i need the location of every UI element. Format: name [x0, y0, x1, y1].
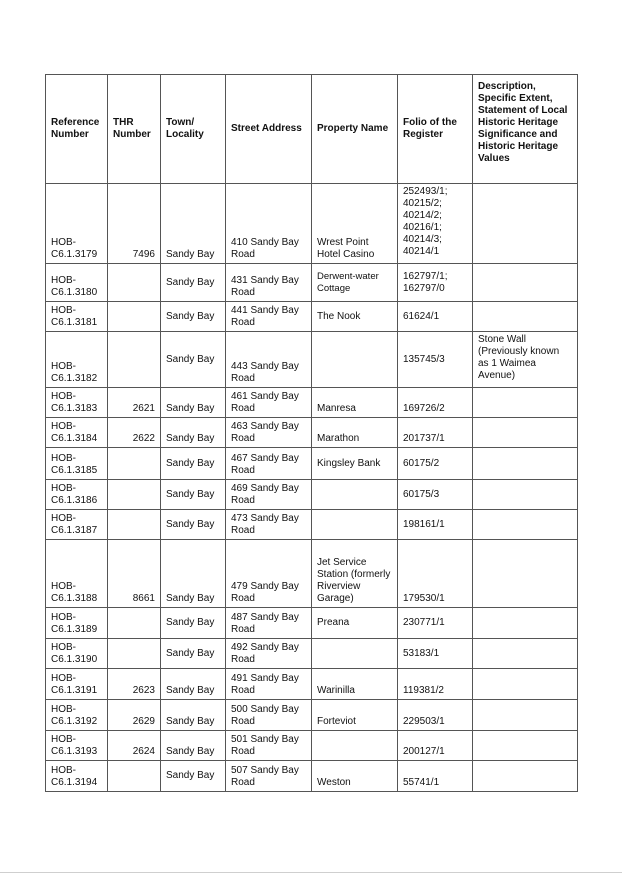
street-address-cell: 500 Sandy Bay Road — [226, 700, 312, 731]
town-locality-cell: Sandy Bay — [161, 418, 226, 448]
reference-number-cell: HOB-C6.1.3194 — [46, 761, 108, 792]
table-row — [46, 731, 578, 761]
thr-number-cell — [108, 510, 161, 540]
property-name-cell: Marathon — [312, 418, 398, 448]
street-address-cell: 501 Sandy Bay Road — [226, 731, 312, 761]
thr-number-cell — [108, 761, 161, 792]
thr-number-cell: 2621 — [108, 388, 161, 418]
table-row — [46, 388, 578, 418]
town-locality-cell: Sandy Bay — [161, 700, 226, 731]
town-locality-cell: Sandy Bay — [161, 608, 226, 639]
table-header-row — [46, 75, 578, 184]
description-cell — [473, 731, 578, 761]
reference-number-cell: HOB-C6.1.3190 — [46, 639, 108, 669]
description-cell — [473, 448, 578, 480]
property-name-cell: Forteviot — [312, 700, 398, 731]
header-street-address: Street Address — [226, 75, 312, 184]
property-name-cell: Preana — [312, 608, 398, 639]
description-cell — [473, 540, 578, 608]
folio-cell: 60175/3 — [398, 480, 473, 510]
thr-number-cell: 2624 — [108, 731, 161, 761]
description-cell — [473, 510, 578, 540]
property-name-cell: Jet Service Station (formerly Riverview Garage) — [312, 540, 398, 608]
property-name-cell — [312, 510, 398, 540]
description-cell — [473, 480, 578, 510]
street-address-cell: 461 Sandy Bay Road — [226, 388, 312, 418]
folio-cell: 55741/1 — [398, 761, 473, 792]
header-folio: Folio of the Register — [398, 75, 473, 184]
town-locality-cell: Sandy Bay — [161, 264, 226, 302]
folio-cell: 53183/1 — [398, 639, 473, 669]
table-row — [46, 418, 578, 448]
folio-cell: 252493/1; 40215/2; 40214/2; 40216/1; 40214/3; 40214/1 — [398, 184, 473, 264]
folio-cell: 201737/1 — [398, 418, 473, 448]
property-name-cell: Weston — [312, 761, 398, 792]
folio-cell: 200127/1 — [398, 731, 473, 761]
description-cell — [473, 639, 578, 669]
description-cell — [473, 302, 578, 332]
table-row — [46, 448, 578, 480]
street-address-cell: 507 Sandy Bay Road — [226, 761, 312, 792]
thr-number-cell: 2622 — [108, 418, 161, 448]
description-cell — [473, 700, 578, 731]
description-cell — [473, 761, 578, 792]
town-locality-cell: Sandy Bay — [161, 302, 226, 332]
header-property-name: Property Name — [312, 75, 398, 184]
table-row — [46, 264, 578, 302]
reference-number-cell: HOB-C6.1.3180 — [46, 264, 108, 302]
town-locality-cell: Sandy Bay — [161, 669, 226, 700]
reference-number-cell: HOB-C6.1.3186 — [46, 480, 108, 510]
folio-cell: 60175/2 — [398, 448, 473, 480]
thr-number-cell: 2629 — [108, 700, 161, 731]
property-name-cell: Manresa — [312, 388, 398, 418]
property-name-cell: Kingsley Bank — [312, 448, 398, 480]
property-name-cell — [312, 639, 398, 669]
folio-cell: 229503/1 — [398, 700, 473, 731]
folio-cell: 198161/1 — [398, 510, 473, 540]
table-row — [46, 480, 578, 510]
table-row — [46, 540, 578, 608]
street-address-cell: 487 Sandy Bay Road — [226, 608, 312, 639]
reference-number-cell: HOB-C6.1.3188 — [46, 540, 108, 608]
description-cell — [473, 264, 578, 302]
table-row — [46, 302, 578, 332]
property-name-cell: The Nook — [312, 302, 398, 332]
table-row — [46, 639, 578, 669]
property-name-cell: Warinilla — [312, 669, 398, 700]
reference-number-cell: HOB-C6.1.3193 — [46, 731, 108, 761]
thr-number-cell — [108, 448, 161, 480]
folio-cell: 119381/2 — [398, 669, 473, 700]
header-reference-number: Reference Number — [46, 75, 108, 184]
thr-number-cell — [108, 639, 161, 669]
street-address-cell: 410 Sandy Bay Road — [226, 184, 312, 264]
thr-number-cell — [108, 480, 161, 510]
town-locality-cell: Sandy Bay — [161, 510, 226, 540]
town-locality-cell: Sandy Bay — [161, 761, 226, 792]
table-row — [46, 332, 578, 388]
thr-number-cell — [108, 302, 161, 332]
description-cell — [473, 184, 578, 264]
page-bottom-edge — [0, 872, 622, 873]
town-locality-cell: Sandy Bay — [161, 388, 226, 418]
street-address-cell: 467 Sandy Bay Road — [226, 448, 312, 480]
description-cell — [473, 418, 578, 448]
town-locality-cell: Sandy Bay — [161, 480, 226, 510]
town-locality-cell: Sandy Bay — [161, 639, 226, 669]
folio-cell: 162797/1; 162797/0 — [398, 264, 473, 302]
description-cell — [473, 608, 578, 639]
town-locality-cell: Sandy Bay — [161, 332, 226, 388]
header-thr-number: THR Number — [108, 75, 161, 184]
folio-cell: 135745/3 — [398, 332, 473, 388]
heritage-register-table — [45, 74, 578, 792]
reference-number-cell: HOB-C6.1.3192 — [46, 700, 108, 731]
description-cell: Stone Wall (Previously known as 1 Waimea Avenue) — [473, 332, 578, 388]
reference-number-cell: HOB-C6.1.3184 — [46, 418, 108, 448]
table-row — [46, 510, 578, 540]
thr-number-cell: 7496 — [108, 184, 161, 264]
street-address-cell: 479 Sandy Bay Road — [226, 540, 312, 608]
town-locality-cell: Sandy Bay — [161, 731, 226, 761]
header-town-locality: Town/ Locality — [161, 75, 226, 184]
reference-number-cell: HOB-C6.1.3191 — [46, 669, 108, 700]
header-description: Description, Specific Extent, Statement of Local Historic Heritage Significance and Historic Heritage Values — [473, 75, 578, 184]
folio-cell: 61624/1 — [398, 302, 473, 332]
street-address-cell: 463 Sandy Bay Road — [226, 418, 312, 448]
description-cell — [473, 669, 578, 700]
folio-cell: 179530/1 — [398, 540, 473, 608]
table-row — [46, 184, 578, 264]
property-name-cell — [312, 332, 398, 388]
reference-number-cell: HOB-C6.1.3181 — [46, 302, 108, 332]
reference-number-cell: HOB-C6.1.3179 — [46, 184, 108, 264]
property-name-cell: Derwent-water Cottage — [312, 264, 398, 302]
thr-number-cell: 2623 — [108, 669, 161, 700]
folio-cell: 230771/1 — [398, 608, 473, 639]
street-address-cell: 441 Sandy Bay Road — [226, 302, 312, 332]
table-row — [46, 700, 578, 731]
reference-number-cell: HOB-C6.1.3183 — [46, 388, 108, 418]
town-locality-cell: Sandy Bay — [161, 540, 226, 608]
thr-number-cell: 8661 — [108, 540, 161, 608]
town-locality-cell: Sandy Bay — [161, 184, 226, 264]
reference-number-cell: HOB-C6.1.3185 — [46, 448, 108, 480]
table-row — [46, 608, 578, 639]
folio-cell: 169726/2 — [398, 388, 473, 418]
thr-number-cell — [108, 264, 161, 302]
town-locality-cell: Sandy Bay — [161, 448, 226, 480]
street-address-cell: 473 Sandy Bay Road — [226, 510, 312, 540]
street-address-cell: 431 Sandy Bay Road — [226, 264, 312, 302]
reference-number-cell: HOB-C6.1.3182 — [46, 332, 108, 388]
street-address-cell: 469 Sandy Bay Road — [226, 480, 312, 510]
property-name-cell — [312, 480, 398, 510]
street-address-cell: 491 Sandy Bay Road — [226, 669, 312, 700]
reference-number-cell: HOB-C6.1.3187 — [46, 510, 108, 540]
thr-number-cell — [108, 332, 161, 388]
description-cell — [473, 388, 578, 418]
property-name-cell — [312, 731, 398, 761]
property-name-cell: Wrest Point Hotel Casino — [312, 184, 398, 264]
street-address-cell: 492 Sandy Bay Road — [226, 639, 312, 669]
reference-number-cell: HOB-C6.1.3189 — [46, 608, 108, 639]
street-address-cell: 443 Sandy Bay Road — [226, 332, 312, 388]
table-row — [46, 761, 578, 792]
thr-number-cell — [108, 608, 161, 639]
table-row — [46, 669, 578, 700]
